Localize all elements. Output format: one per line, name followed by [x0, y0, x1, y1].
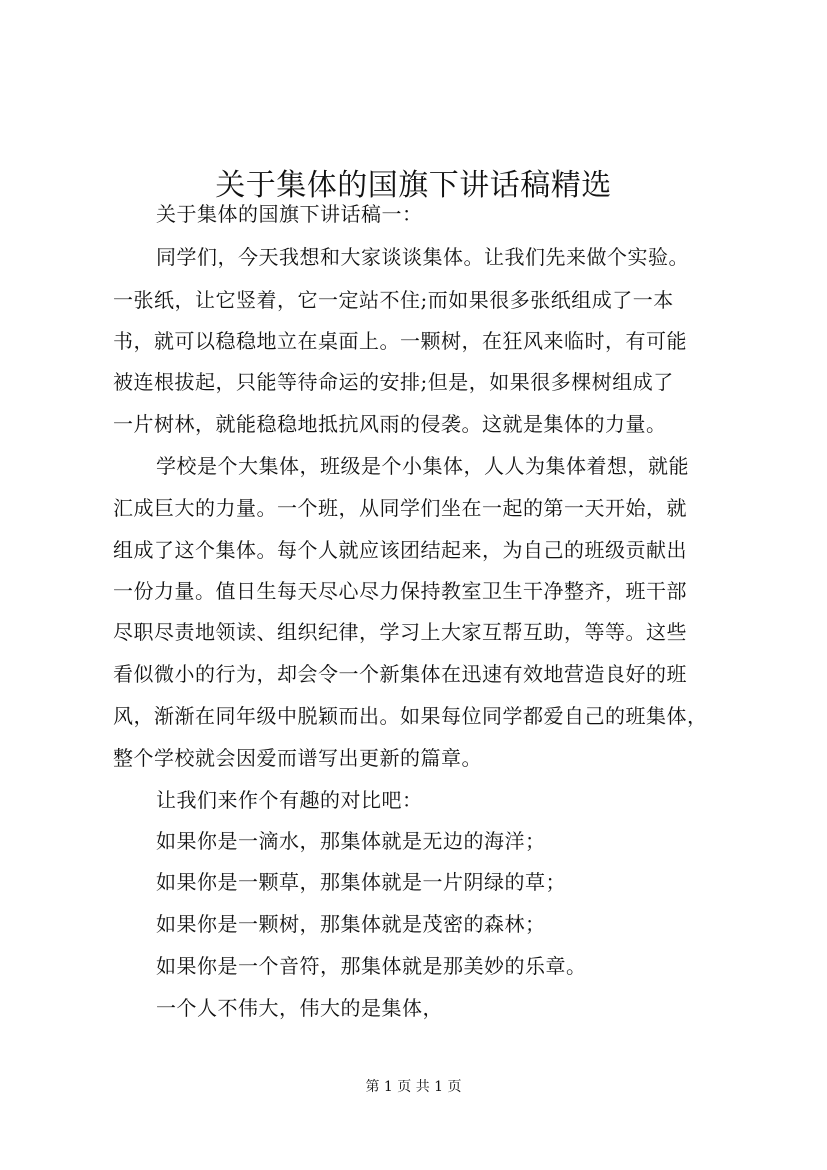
text-line-8: 汇成巨大的力量。一个班，从同学们坐在一起的第一天开始，就 [113, 496, 687, 520]
text-line-1: 关于集体的国旗下讲话稿一： [156, 202, 423, 226]
text-line-18: 如果你是一颗树，那集体就是茂密的森林； [156, 912, 546, 936]
text-line-9: 组成了这个集体。每个人就应该团结起来，为自己的班级贡献出 [113, 538, 687, 562]
text-line-13: 风，渐渐在同年级中脱颖而出。如果每位同学都爱自己的班集体， [113, 704, 708, 728]
text-line-15: 让我们来作个有趣的对比吧： [156, 788, 423, 812]
page-number: 第 1 页 共 1 页 [365, 1079, 462, 1095]
text-line-2: 同学们，今天我想和大家谈谈集体。让我们先来做个实验。 [156, 245, 689, 269]
text-line-7: 学校是个大集体，班级是个小集体，人人为集体着想，就能 [156, 454, 689, 478]
text-line-14: 整个学校就会因爱而谱写出更新的篇章。 [113, 746, 482, 770]
text-line-19: 如果你是一个音符，那集体就是那美妙的乐章。 [156, 954, 587, 978]
text-line-11: 尽职尽责地领读、组织纪律，学习上大家互帮互助，等等。这些 [113, 620, 687, 644]
text-line-5: 被连根拔起，只能等待命运的安排;但是，如果很多棵树组成了 [113, 370, 674, 394]
text-line-6: 一片树林，就能稳稳地抵抗风雨的侵袭。这就是集体的力量。 [113, 412, 667, 436]
text-line-10: 一份力量。值日生每天尽心尽力保持教室卫生干净整齐，班干部 [113, 579, 687, 603]
text-line-17: 如果你是一颗草，那集体就是一片阴绿的草； [156, 870, 566, 894]
text-line-16: 如果你是一滴水，那集体就是无边的海洋； [156, 829, 546, 853]
text-line-3: 一张纸，让它竖着，它一定站不住;而如果很多张纸组成了一本 [113, 288, 674, 312]
text-line-12: 看似微小的行为，却会令一个新集体在迅速有效地营造良好的班 [113, 662, 687, 686]
text-line-20: 一个人不伟大，伟大的是集体， [156, 996, 443, 1020]
document-title: 关于集体的国旗下讲话稿精选 [215, 168, 612, 204]
text-line-4: 书，就可以稳稳地立在桌面上。一颗树，在狂风来临时，有可能 [113, 329, 687, 353]
